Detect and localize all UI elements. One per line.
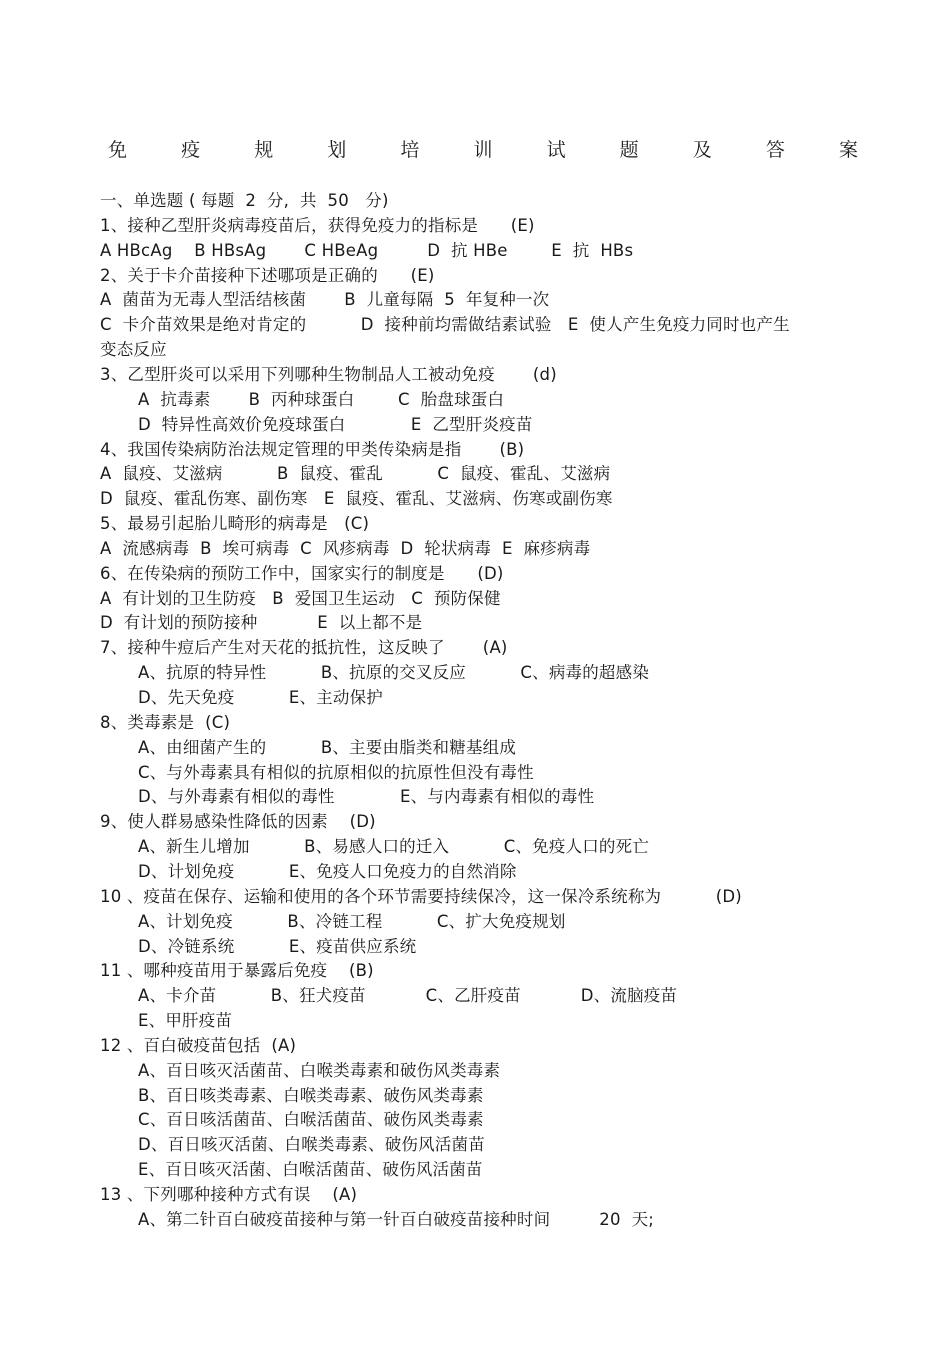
title-char: 及 (692, 139, 712, 161)
text-line: D 鼠疫、霍乱伤寒、副伤寒 E 鼠疫、霍乱、艾滋病、伤寒或副伤寒 (100, 489, 613, 509)
text-line: 4、我国传染病防治法规定管理的甲类传染病是指 (B) (100, 439, 525, 459)
text-line: D、与外毒素有相似的毒性 E、与内毒素有相似的毒性 (138, 787, 595, 807)
text-line: C、与外毒素具有相似的抗原相似的抗原性但没有毒性 (138, 762, 534, 782)
text-line: A 有计划的卫生防疫 B 爱国卫生运动 C 预防保健 (100, 588, 501, 608)
text-line: E、甲肝疫苗 (138, 1011, 233, 1031)
title-char: 案 (838, 139, 858, 161)
text-line: A、百日咳灭活菌苗、白喉类毒素和破伤风类毒素 (138, 1060, 501, 1080)
text-line: 13 、下列哪种接种方式有误 (A) (100, 1185, 358, 1204)
title-char: 题 (619, 139, 639, 161)
text-line: B、百日咳类毒素、白喉类毒素、破伤风类毒素 (138, 1085, 484, 1105)
text-line: 11 、哪种疫苗用于暴露后免疫 (B) (100, 961, 374, 981)
text-line: D 有计划的预防接种 E 以上都不是 (100, 613, 423, 633)
text-line: D、百日咳灭活菌、白喉类毒素、破伤风活菌苗 (138, 1135, 485, 1155)
title-char: 训 (473, 139, 493, 161)
text-line: A 菌苗为无毒人型活结核菌 B 儿童每隔 5 年复种一次 (100, 290, 550, 310)
text-line: 10 、疫苗在保存、运输和使用的各个环节需要持续保冷，这一保冷系统称为 (D) (100, 886, 742, 906)
text-line: 2、关于卡介苗接种下述哪项是正确的 (E) (100, 265, 435, 285)
text-line: D、计划免疫 E、免疫人口免疫力的自然消除 (138, 861, 517, 881)
text-line: 变态反应 (100, 340, 167, 360)
text-line: E、百日咳灭活菌、白喉活菌苗、破伤风活菌苗 (138, 1160, 483, 1180)
title-char: 划 (327, 139, 347, 161)
text-line: D、冷链系统 E、疫苗供应系统 (138, 936, 417, 956)
text-line: A、第二针百白破疫苗接种与第一针百白破疫苗接种时间 20 天; (138, 1209, 655, 1229)
text-line: D、先天免疫 E、主动保护 (138, 688, 383, 707)
text-line: 一、单选题 ( 每题 2 分, 共 50 分) (100, 191, 389, 210)
text-line: 12 、百白破疫苗包括 (A) (100, 1035, 297, 1055)
text-line: 8、类毒素是 (C) (100, 712, 231, 732)
title-char: 培 (400, 139, 420, 161)
title-char: 疫 (181, 139, 201, 161)
text-line: C、百日咳活菌苗、白喉活菌苗、破伤风类毒素 (138, 1110, 484, 1130)
text-line: 9、使人群易感染性降低的因素 (D) (100, 812, 376, 832)
page-title (108, 135, 858, 162)
text-line: A 鼠疫、艾滋病 B 鼠疫、霍乱 C 鼠疫、霍乱、艾滋病 (100, 464, 611, 484)
title-char: 免 (108, 139, 128, 161)
title-char: 答 (765, 139, 785, 161)
text-line: A、新生儿增加 B、易感人口的迁入 C、免疫人口的死亡 (138, 837, 650, 857)
text-line: 3、乙型肝炎可以采用下列哪种生物制品人工被动免疫 (d) (100, 364, 557, 384)
text-line: D 特异性高效价免疫球蛋白 E 乙型肝炎疫苗 (138, 414, 533, 434)
title-char: 试 (546, 139, 566, 161)
text-line: A、卡介苗 B、狂犬疫苗 C、乙肝疫苗 D、流脑疫苗 (138, 986, 678, 1006)
text-line: A、抗原的特异性 B、抗原的交叉反应 C、病毒的超感染 (138, 663, 650, 683)
text-line: A、计划免疫 B、冷链工程 C、扩大免疫规划 (138, 911, 566, 931)
text-line: 7、接种牛痘后产生对天花的抵抗性，这反映了 (A) (100, 638, 508, 658)
text-line: A 流感病毒 B 埃可病毒 C 风疹病毒 D 轮状病毒 E 麻疹病毒 (100, 538, 591, 558)
text-line: 6、在传染病的预防工作中，国家实行的制度是 (D) (100, 563, 504, 583)
text-line: 5、最易引起胎儿畸形的病毒是 (C) (100, 514, 370, 534)
text-line: A 抗毒素 B 丙种球蛋白 C 胎盘球蛋白 (138, 389, 505, 409)
text-line: A、由细菌产生的 B、主要由脂类和糖基组成 (138, 737, 517, 757)
title-char: 规 (254, 139, 274, 161)
text-line: 1、接种乙型肝炎病毒疫苗后，获得免疫力的指标是 (E) (100, 215, 535, 235)
text-line: C 卡介苗效果是绝对肯定的 D 接种前均需做结素试验 E 使人产生免疫力同时也产生 (100, 315, 790, 335)
text-line: A HBcAg B HBsAg C HBeAg D 抗 HBe E 抗 HBs (100, 240, 634, 260)
